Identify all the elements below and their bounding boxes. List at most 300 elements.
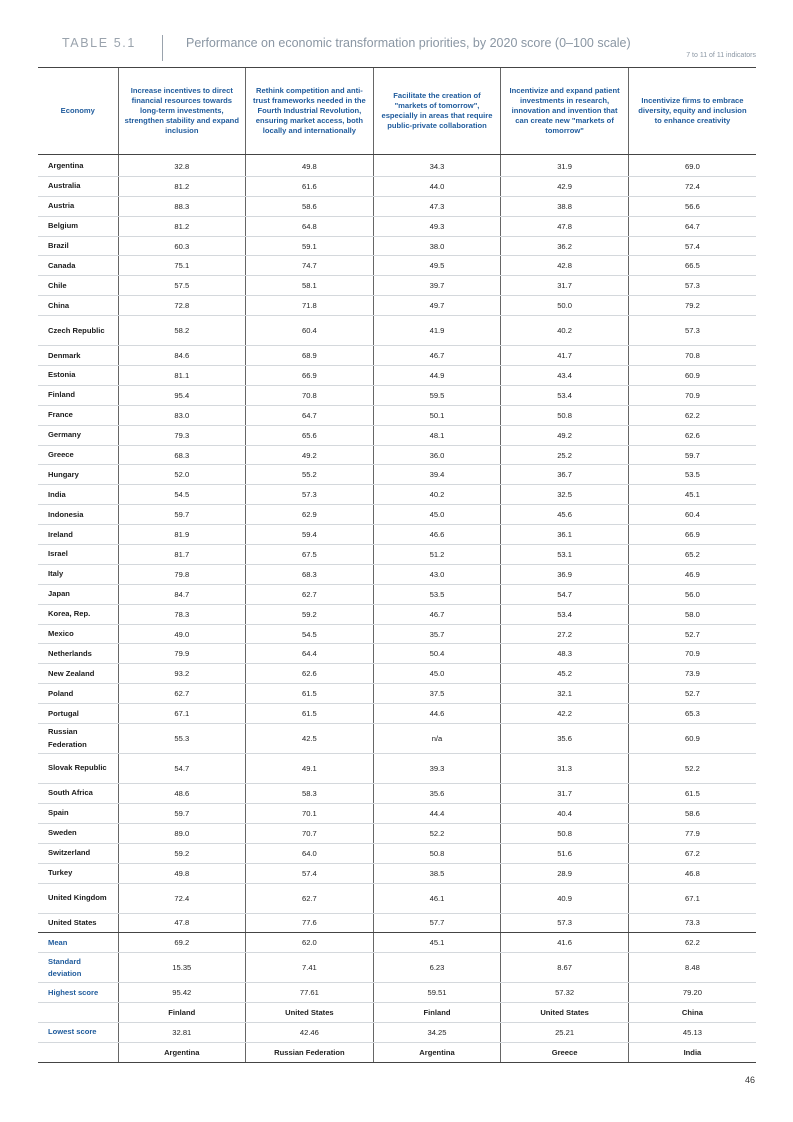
score-cell: 31.9 [501, 155, 629, 177]
score-cell: 67.1 [628, 883, 756, 913]
score-cell: 62.7 [246, 883, 374, 913]
score-cell: 32.5 [501, 485, 629, 505]
score-cell: Greece [501, 1042, 629, 1062]
score-cell: 49.8 [118, 863, 246, 883]
score-cell: Finland [373, 1003, 501, 1023]
table-row [38, 684, 756, 704]
score-cell: 49.5 [373, 256, 501, 276]
score-cell: 44.0 [373, 176, 501, 196]
score-cell: 35.6 [501, 724, 629, 754]
score-cell: 53.4 [501, 604, 629, 624]
economy-name: New Zealand [38, 664, 118, 684]
economy-name: India [38, 485, 118, 505]
column-header-competition-frameworks: Rethink competition and anti-trust frameworks needed in the Fourth Industrial Revolution, ensuring market access, both locally and internationally [246, 68, 374, 155]
table-row [38, 216, 756, 236]
score-cell: 8.48 [628, 953, 756, 983]
score-cell: 54.7 [118, 754, 246, 784]
score-cell: 71.8 [246, 296, 374, 316]
score-cell: 40.2 [373, 485, 501, 505]
table-row [38, 664, 756, 684]
table-row [38, 155, 756, 177]
score-cell: 81.7 [118, 545, 246, 565]
score-cell: 50.8 [501, 405, 629, 425]
score-cell: China [628, 1003, 756, 1023]
score-cell: 40.4 [501, 803, 629, 823]
table-row [38, 385, 756, 405]
score-cell: 45.13 [628, 1023, 756, 1043]
table-row [38, 485, 756, 505]
score-cell: 54.7 [501, 584, 629, 604]
score-cell: 72.8 [118, 296, 246, 316]
score-cell: 49.8 [246, 155, 374, 177]
score-cell: 50.8 [373, 843, 501, 863]
score-cell: 62.2 [628, 933, 756, 953]
score-cell: 58.6 [628, 803, 756, 823]
economy-name: China [38, 296, 118, 316]
score-cell: 83.0 [118, 405, 246, 425]
score-cell: 58.0 [628, 604, 756, 624]
highest-economy-row [38, 1003, 756, 1023]
score-cell: 49.3 [373, 216, 501, 236]
table-row [38, 784, 756, 804]
table-row [38, 425, 756, 445]
score-cell: 42.5 [246, 724, 374, 754]
economy-name: France [38, 405, 118, 425]
economy-name: Finland [38, 385, 118, 405]
column-header-economy: Economy [38, 68, 118, 155]
score-cell: 59.4 [246, 525, 374, 545]
economy-name: Turkey [38, 863, 118, 883]
score-cell: 25.2 [501, 445, 629, 465]
score-cell: 43.0 [373, 564, 501, 584]
score-cell: 53.4 [501, 385, 629, 405]
economy-name: Mean [38, 933, 118, 953]
score-cell: 53.5 [628, 465, 756, 485]
score-cell: 62.6 [246, 664, 374, 684]
table-row [38, 803, 756, 823]
economy-name: Brazil [38, 236, 118, 256]
score-cell: 53.5 [373, 584, 501, 604]
score-cell: 50.1 [373, 405, 501, 425]
economy-name: Indonesia [38, 505, 118, 525]
score-cell: 62.9 [246, 505, 374, 525]
score-cell: 27.2 [501, 624, 629, 644]
score-cell: 28.9 [501, 863, 629, 883]
score-cell: 55.2 [246, 465, 374, 485]
score-cell: 51.6 [501, 843, 629, 863]
score-cell: 70.8 [628, 346, 756, 366]
score-cell: 70.9 [628, 644, 756, 664]
table-row [38, 316, 756, 346]
score-cell: 89.0 [118, 823, 246, 843]
score-cell: 32.8 [118, 155, 246, 177]
score-cell: 95.4 [118, 385, 246, 405]
score-cell: 46.6 [373, 525, 501, 545]
score-cell: 60.4 [628, 505, 756, 525]
score-cell: 75.1 [118, 256, 246, 276]
column-header-row [38, 68, 756, 155]
score-cell: 57.3 [501, 913, 629, 933]
score-cell: 53.1 [501, 545, 629, 565]
table-row [38, 545, 756, 565]
economy-name: Greece [38, 445, 118, 465]
score-cell: 15.35 [118, 953, 246, 983]
score-cell: 32.81 [118, 1023, 246, 1043]
score-cell: 49.1 [246, 754, 374, 784]
score-cell: 40.2 [501, 316, 629, 346]
score-cell: 41.6 [501, 933, 629, 953]
score-cell: 31.7 [501, 784, 629, 804]
scores-table [38, 67, 756, 1063]
score-cell: 62.7 [118, 684, 246, 704]
score-cell: 37.5 [373, 684, 501, 704]
score-cell: 60.3 [118, 236, 246, 256]
score-cell: 73.3 [628, 913, 756, 933]
score-cell: 61.6 [246, 176, 374, 196]
score-cell: 50.8 [501, 823, 629, 843]
score-cell: n/a [373, 724, 501, 754]
economy-name: Australia [38, 176, 118, 196]
score-cell: 67.2 [628, 843, 756, 863]
score-cell: 57.3 [628, 316, 756, 346]
score-cell: 48.6 [118, 784, 246, 804]
score-cell: 52.2 [373, 823, 501, 843]
score-cell: 49.2 [501, 425, 629, 445]
score-cell: 45.1 [373, 933, 501, 953]
score-cell: 44.6 [373, 704, 501, 724]
score-cell: 61.5 [246, 684, 374, 704]
score-cell: 36.1 [501, 525, 629, 545]
score-cell: 64.4 [246, 644, 374, 664]
score-cell: 36.7 [501, 465, 629, 485]
score-cell: 74.7 [246, 256, 374, 276]
score-cell: 42.46 [246, 1023, 374, 1043]
score-cell: 57.32 [501, 983, 629, 1003]
economy-name: Sweden [38, 823, 118, 843]
table-row [38, 843, 756, 863]
score-cell: 66.9 [246, 366, 374, 386]
score-cell: 64.8 [246, 216, 374, 236]
score-cell: Finland [118, 1003, 246, 1023]
score-cell: 67.1 [118, 704, 246, 724]
table-row [38, 236, 756, 256]
score-cell: 78.3 [118, 604, 246, 624]
economy-name [38, 1042, 118, 1062]
score-cell: 58.3 [246, 784, 374, 804]
score-cell: 66.5 [628, 256, 756, 276]
score-cell: 55.3 [118, 724, 246, 754]
score-cell: 44.4 [373, 803, 501, 823]
score-cell: 65.2 [628, 545, 756, 565]
score-cell: 43.4 [501, 366, 629, 386]
table-row [38, 883, 756, 913]
score-cell: 45.6 [501, 505, 629, 525]
table-row [38, 296, 756, 316]
score-cell: 60.9 [628, 366, 756, 386]
score-cell: 88.3 [118, 196, 246, 216]
score-cell: Argentina [118, 1042, 246, 1062]
score-cell: 79.3 [118, 425, 246, 445]
score-cell: 49.7 [373, 296, 501, 316]
score-cell: 73.9 [628, 664, 756, 684]
score-cell: 65.3 [628, 704, 756, 724]
economy-name: Israel [38, 545, 118, 565]
score-cell: 64.7 [628, 216, 756, 236]
column-header-patient-investments: Incentivize and expand patient investments in research, innovation and invention that can create new "markets of tomorrow" [501, 68, 629, 155]
score-cell: 66.9 [628, 525, 756, 545]
score-cell: 70.8 [246, 385, 374, 405]
economy-name: Germany [38, 425, 118, 445]
score-cell: 52.7 [628, 624, 756, 644]
score-cell: 7.41 [246, 953, 374, 983]
score-cell: 41.9 [373, 316, 501, 346]
score-cell: United States [246, 1003, 374, 1023]
score-cell: 62.2 [628, 405, 756, 425]
score-cell: 51.2 [373, 545, 501, 565]
table-row [38, 176, 756, 196]
score-cell: 52.2 [628, 754, 756, 784]
economy-name: Russian Federation [38, 724, 118, 754]
score-cell: 49.0 [118, 624, 246, 644]
table-title: Performance on economic transformation priorities, by 2020 score (0–100 scale) [186, 36, 631, 50]
table-header [38, 30, 756, 62]
economy-name: Denmark [38, 346, 118, 366]
score-cell: 31.3 [501, 754, 629, 784]
score-cell: 69.2 [118, 933, 246, 953]
economy-name: Chile [38, 276, 118, 296]
score-cell: 79.8 [118, 564, 246, 584]
table-row [38, 196, 756, 216]
table-row [38, 366, 756, 386]
score-cell: 36.2 [501, 236, 629, 256]
score-cell: 42.2 [501, 704, 629, 724]
score-cell: 45.0 [373, 664, 501, 684]
column-header-markets-of-tomorrow: Facilitate the creation of "markets of tomorrow", especially in areas that require public-private collaboration [373, 68, 501, 155]
economy-name: Ireland [38, 525, 118, 545]
score-cell: 62.6 [628, 425, 756, 445]
table-row [38, 445, 756, 465]
score-cell: 57.5 [118, 276, 246, 296]
score-cell: 68.3 [246, 564, 374, 584]
score-cell: 49.2 [246, 445, 374, 465]
score-cell: 60.4 [246, 316, 374, 346]
score-cell: 48.1 [373, 425, 501, 445]
economy-name: Estonia [38, 366, 118, 386]
table-row [38, 704, 756, 724]
score-cell: 32.1 [501, 684, 629, 704]
economy-name: Austria [38, 196, 118, 216]
score-cell: 58.1 [246, 276, 374, 296]
table-row [38, 823, 756, 843]
column-header-diversity-inclusion: Incentivize firms to embrace diversity, equity and inclusion to enhance creativity [628, 68, 756, 155]
score-cell: 35.7 [373, 624, 501, 644]
score-cell: 58.6 [246, 196, 374, 216]
score-cell: India [628, 1042, 756, 1062]
score-cell: 68.3 [118, 445, 246, 465]
score-cell: 45.1 [628, 485, 756, 505]
header-divider [162, 35, 163, 61]
score-cell: 39.3 [373, 754, 501, 784]
economy-name: United States [38, 913, 118, 933]
table-row [38, 276, 756, 296]
score-cell: 58.2 [118, 316, 246, 346]
economy-name: Standard deviation [38, 953, 118, 983]
score-cell: 52.0 [118, 465, 246, 485]
economy-name: Spain [38, 803, 118, 823]
score-cell: 59.2 [246, 604, 374, 624]
table-row [38, 604, 756, 624]
score-cell: 57.3 [246, 485, 374, 505]
economy-name [38, 1003, 118, 1023]
score-cell: Argentina [373, 1042, 501, 1062]
economy-name: Hungary [38, 465, 118, 485]
score-cell: 34.3 [373, 155, 501, 177]
score-cell: 46.7 [373, 604, 501, 624]
score-cell: 69.0 [628, 155, 756, 177]
table-row [38, 525, 756, 545]
table-row [38, 346, 756, 366]
score-cell: 84.7 [118, 584, 246, 604]
table-row [38, 405, 756, 425]
score-cell: 95.42 [118, 983, 246, 1003]
score-cell: 46.8 [628, 863, 756, 883]
score-cell: 59.7 [628, 445, 756, 465]
score-cell: 38.0 [373, 236, 501, 256]
economy-name: Mexico [38, 624, 118, 644]
score-cell: 93.2 [118, 664, 246, 684]
score-cell: 39.7 [373, 276, 501, 296]
score-cell: 79.2 [628, 296, 756, 316]
indicator-range: 7 to 11 of 11 indicators [686, 52, 756, 59]
score-cell: 59.1 [246, 236, 374, 256]
table-row [38, 465, 756, 485]
score-cell: 41.7 [501, 346, 629, 366]
score-cell: 81.1 [118, 366, 246, 386]
economy-name: Portugal [38, 704, 118, 724]
table-row [38, 724, 756, 754]
score-cell: 45.2 [501, 664, 629, 684]
score-cell: 50.4 [373, 644, 501, 664]
score-cell: Russian Federation [246, 1042, 374, 1062]
score-cell: 57.7 [373, 913, 501, 933]
economy-name: Highest score [38, 983, 118, 1003]
score-cell: 42.9 [501, 176, 629, 196]
table-row [38, 863, 756, 883]
score-cell: 62.7 [246, 584, 374, 604]
score-cell: 79.20 [628, 983, 756, 1003]
economy-name: Korea, Rep. [38, 604, 118, 624]
score-cell: United States [501, 1003, 629, 1023]
table-row [38, 256, 756, 276]
score-cell: 70.1 [246, 803, 374, 823]
mean-row [38, 933, 756, 953]
score-cell: 64.0 [246, 843, 374, 863]
score-cell: 46.1 [373, 883, 501, 913]
score-cell: 84.6 [118, 346, 246, 366]
score-cell: 59.7 [118, 505, 246, 525]
table-row [38, 584, 756, 604]
score-cell: 77.6 [246, 913, 374, 933]
column-header-financial-incentives: Increase incentives to direct financial resources towards long-term investments, strengthen stability and expand inclusion [118, 68, 246, 155]
score-cell: 6.23 [373, 953, 501, 983]
table-row [38, 624, 756, 644]
score-cell: 52.7 [628, 684, 756, 704]
economy-name: Lowest score [38, 1023, 118, 1043]
score-cell: 44.9 [373, 366, 501, 386]
score-cell: 68.9 [246, 346, 374, 366]
score-cell: 48.3 [501, 644, 629, 664]
score-cell: 42.8 [501, 256, 629, 276]
score-cell: 40.9 [501, 883, 629, 913]
economy-name: Czech Republic [38, 316, 118, 346]
score-cell: 59.7 [118, 803, 246, 823]
score-cell: 47.3 [373, 196, 501, 216]
score-cell: 81.2 [118, 176, 246, 196]
score-cell: 72.4 [118, 883, 246, 913]
score-cell: 31.7 [501, 276, 629, 296]
score-cell: 46.9 [628, 564, 756, 584]
score-cell: 59.5 [373, 385, 501, 405]
score-cell: 65.6 [246, 425, 374, 445]
economy-name: Poland [38, 684, 118, 704]
score-cell: 57.4 [628, 236, 756, 256]
score-cell: 38.5 [373, 863, 501, 883]
score-cell: 59.2 [118, 843, 246, 863]
score-cell: 57.4 [246, 863, 374, 883]
score-cell: 47.8 [501, 216, 629, 236]
score-cell: 77.9 [628, 823, 756, 843]
score-cell: 60.9 [628, 724, 756, 754]
economy-name: United Kingdom [38, 883, 118, 913]
score-cell: 81.9 [118, 525, 246, 545]
score-cell: 61.5 [246, 704, 374, 724]
lowest-economy-row [38, 1042, 756, 1062]
score-cell: 67.5 [246, 545, 374, 565]
page-number: 46 [744, 1075, 755, 1085]
score-cell: 59.51 [373, 983, 501, 1003]
score-cell: 72.4 [628, 176, 756, 196]
score-cell: 81.2 [118, 216, 246, 236]
score-cell: 8.67 [501, 953, 629, 983]
score-cell: 70.7 [246, 823, 374, 843]
score-cell: 61.5 [628, 784, 756, 804]
economy-name: Japan [38, 584, 118, 604]
economy-name: Belgium [38, 216, 118, 236]
score-cell: 57.3 [628, 276, 756, 296]
score-cell: 77.61 [246, 983, 374, 1003]
table-row [38, 505, 756, 525]
std-dev-row [38, 953, 756, 983]
score-cell: 54.5 [246, 624, 374, 644]
table-row [38, 644, 756, 664]
score-cell: 64.7 [246, 405, 374, 425]
economy-name: Slovak Republic [38, 754, 118, 784]
table-row [38, 913, 756, 933]
economy-name: Canada [38, 256, 118, 276]
score-cell: 36.9 [501, 564, 629, 584]
highest-score-row [38, 983, 756, 1003]
table-label: TABLE 5.1 [62, 36, 136, 50]
score-cell: 56.0 [628, 584, 756, 604]
table-body [38, 155, 756, 1063]
score-cell: 45.0 [373, 505, 501, 525]
economy-name: Netherlands [38, 644, 118, 664]
score-cell: 25.21 [501, 1023, 629, 1043]
lowest-score-row [38, 1023, 756, 1043]
economy-name: South Africa [38, 784, 118, 804]
score-cell: 79.9 [118, 644, 246, 664]
score-cell: 39.4 [373, 465, 501, 485]
